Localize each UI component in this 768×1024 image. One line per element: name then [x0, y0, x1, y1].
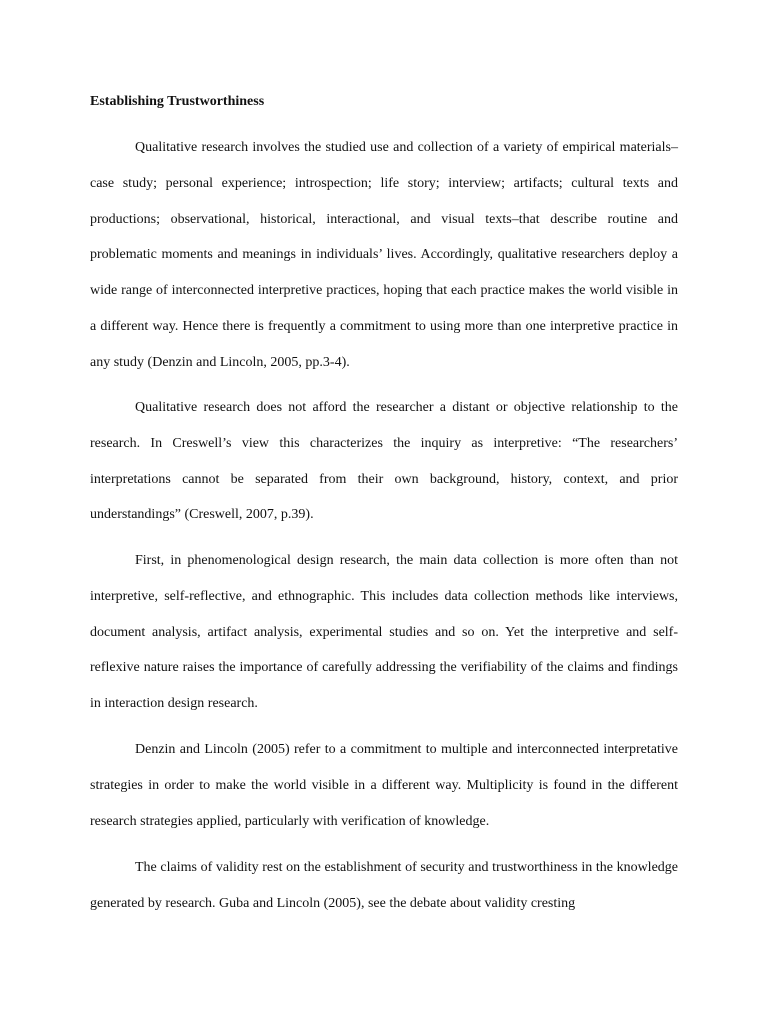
paragraph-researcher-relationship: Qualitative research does not afford the researcher a distant or objective relationship to the research. In Creswell’s view this characterizes the inquiry as interpretive: “The researchers’ interpretations cannot be separated from their own background, history, context, and prior understandings” (Creswell, 2007, p.39). — [90, 400, 678, 523]
paragraph-qualitative-research: Qualitative research involves the studied use and collection of a variety of empirical materials–case study; personal experience; introspection; life story; interview; artifacts; cultural texts and productions; observational, historical, interactional, and visual texts–that describe routine and problematic moments and meanings in individuals’ lives. Accordingly, qualitative researchers deploy a wide range of interconnected interpretive practices, hoping that each practice makes the world visible in a different way. Hence there is frequently a commitment to using more than one interpretive practice in any study (Denzin and Lincoln, 2005, pp.3-4). — [90, 140, 678, 370]
section-heading: Establishing Trustworthiness — [90, 94, 265, 109]
paragraph-validity-claims: The claims of validity rest on the establishment of security and trustworthiness in the knowledge generated by research. Guba and Lincoln (2005), see the debate about validity cresting — [90, 860, 678, 911]
paragraph-phenomenological-design: First, in phenomenological design research, the main data collection is more often than not interpretive, self-reflective, and ethnographic. This includes data collection methods like interviews, document analysis, artifact analysis, experimental studies and so on. Yet the interpretive and self-reflexive nature raises the importance of carefully addressing the verifiability of the claims and findings in interaction design research. — [90, 553, 678, 712]
paragraph-interpretative-strategies: Denzin and Lincoln (2005) refer to a commitment to multiple and interconnected interpretative strategies in order to make the world visible in a different way. Multiplicity is found in the different research strategies applied, particularly with verification of knowledge. — [90, 742, 678, 829]
